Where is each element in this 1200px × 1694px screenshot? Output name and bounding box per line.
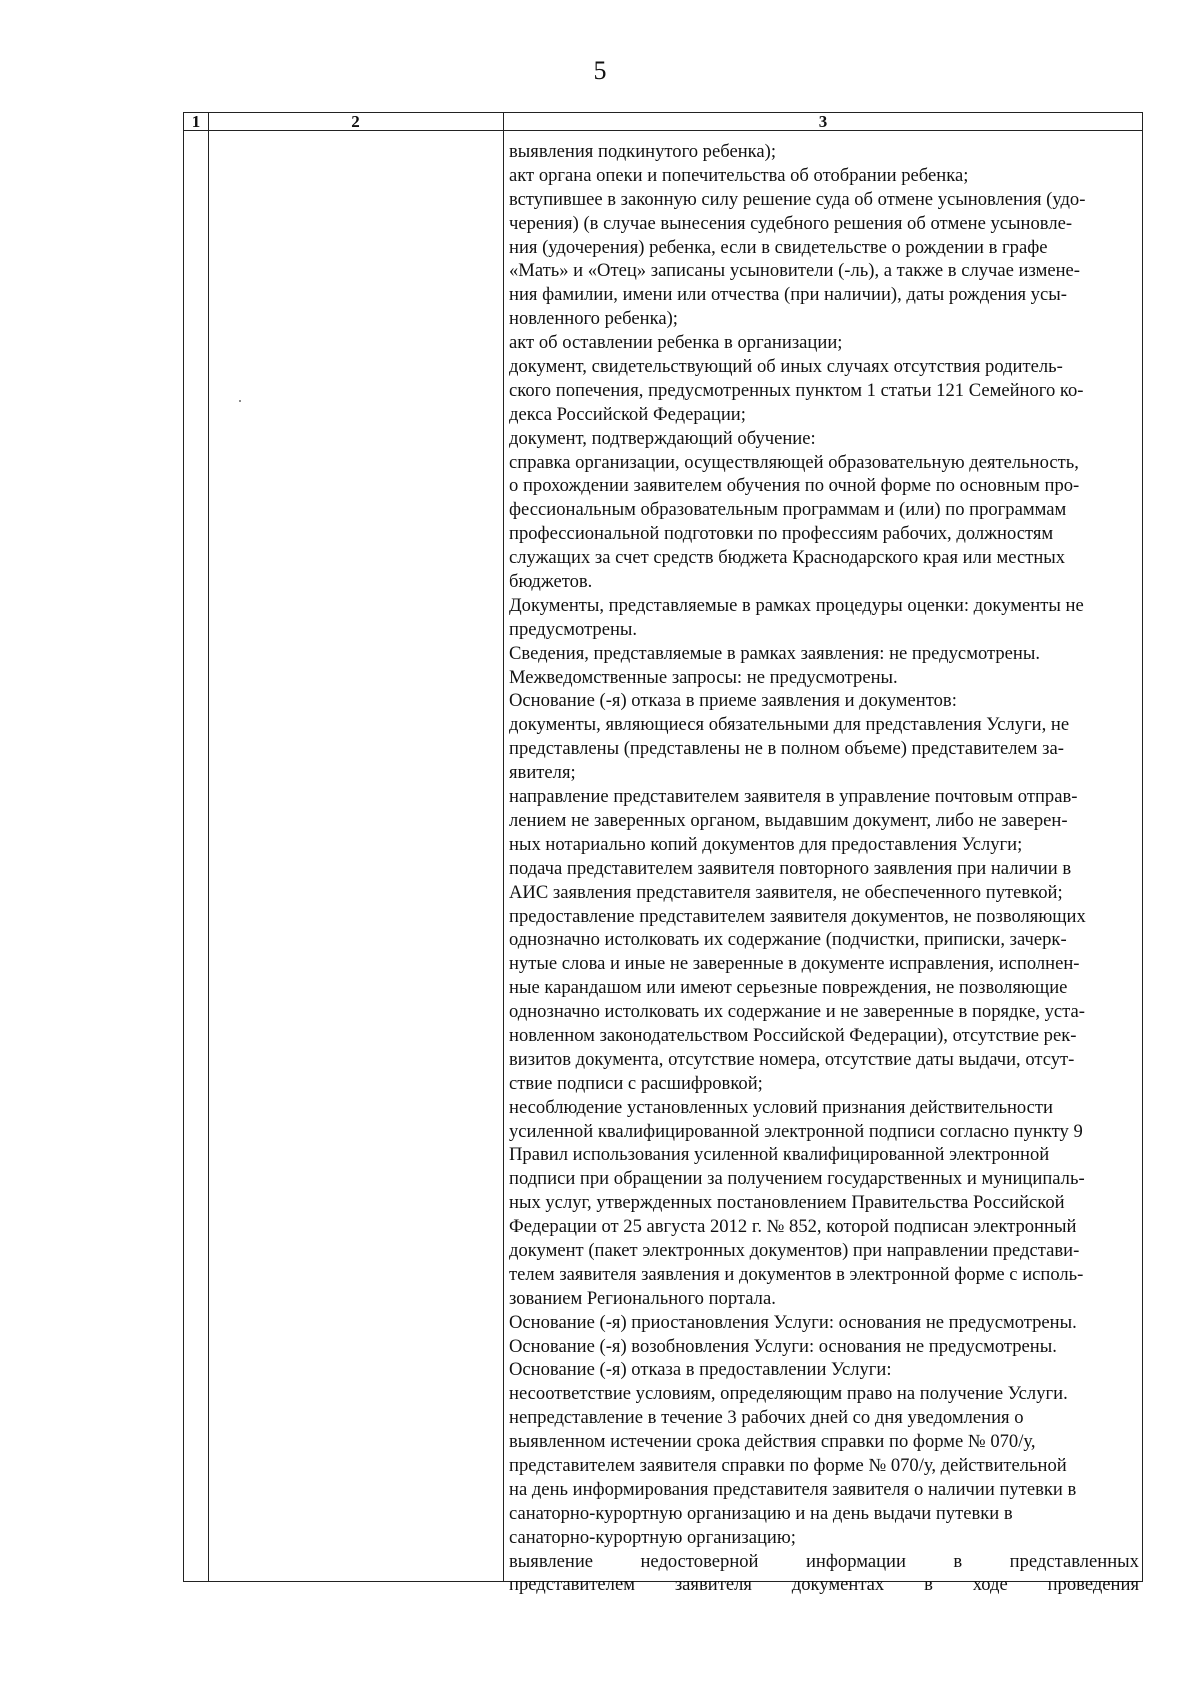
word: информации xyxy=(805,1550,906,1572)
word: представленных xyxy=(1009,1550,1139,1572)
text-line: на день информирования представителя заявителя о наличии путевки в xyxy=(509,1478,1077,1500)
text-line xyxy=(509,1573,1139,1597)
word: документах xyxy=(791,1574,885,1596)
text-line: санаторно-курортную организацию; xyxy=(509,1526,796,1548)
text-line: вступившее в законную силу решение суда об отмене усыновления (удо- xyxy=(509,188,1086,210)
text-line: несоблюдение установленных условий признания действительности xyxy=(509,1096,1054,1118)
text-line: Правил использования усиленной квалифицированной электронной xyxy=(509,1144,1050,1166)
text-line: документ (пакет электронных документов) при направлении представи- xyxy=(509,1239,1080,1261)
text-line: фессиональным образовательным программам и (или) по программам xyxy=(509,499,1067,521)
text-line: «Мать» и «Отец» записаны усыновители (-ль), а также в случае измене- xyxy=(509,260,1080,282)
text-line: предусмотрены. xyxy=(509,618,638,640)
text-line: документ, свидетельствующий об иных случаях отсутствия родитель- xyxy=(509,356,1063,378)
scan-speck xyxy=(239,400,241,402)
word: выявление xyxy=(509,1550,594,1572)
word: проведения xyxy=(1047,1574,1139,1596)
text-line: Сведения, представляемые в рамках заявления: не предусмотрены. xyxy=(509,642,1041,664)
text-line: новленного ребенка); xyxy=(509,308,678,330)
text-line: Основание (-я) отказа в предоставлении Услуги: xyxy=(509,1359,892,1381)
text-line: ных нотариально копий документов для предоставления Услуги; xyxy=(509,833,1023,855)
text-line: служащих за счет средств бюджета Краснодарского края или местных xyxy=(509,547,1066,569)
text-line: однозначно истолковать их содержание (подчистки, приписки, зачерк- xyxy=(509,929,1067,951)
text-line: документ, подтверждающий обучение: xyxy=(509,427,816,449)
document-table xyxy=(183,112,1143,1596)
text-line: представителем заявителя справки по форме № 070/у, действительной xyxy=(509,1454,1067,1476)
text-line: выявления подкинутого ребенка); xyxy=(509,141,777,162)
text-line: черения) (в случае вынесения судебного решения об отмене усыновле- xyxy=(509,212,1073,234)
word: в xyxy=(924,1574,933,1596)
text-line: ского попечения, предусмотренных пунктом 1 статьи 121 Семейного ко- xyxy=(509,379,1084,401)
text-line: документы, являющиеся обязательными для представления Услуги, не xyxy=(509,714,1070,736)
text-line: ных услуг, утвержденных постановлением Правительства Российской xyxy=(509,1192,1065,1214)
word: ходе xyxy=(972,1574,1008,1596)
text-line: предоставление представителем заявителя документов, не позволяющих xyxy=(509,905,1086,927)
column-divider-1 xyxy=(208,113,209,1581)
header-col-3: 3 xyxy=(818,112,828,131)
text-line: Федерации от 25 августа 2012 г. № 852, которой подписан электронный xyxy=(509,1216,1077,1238)
text-line: профессиональной подготовки по профессиям рабочих, должностям xyxy=(509,523,1054,545)
text-line: Основание (-я) возобновления Услуги: основания не предусмотрены. xyxy=(509,1335,1057,1357)
text-line: направление представителем заявителя в управление почтовым отправ- xyxy=(509,786,1078,808)
text-line: ствие подписи с расшифровкой; xyxy=(509,1072,763,1094)
text-line: декса Российской Федерации; xyxy=(509,403,746,425)
text-line: Основание (-я) приостановления Услуги: основания не предусмотрены. xyxy=(509,1311,1077,1333)
header-col-1: 1 xyxy=(191,112,201,131)
text-line: подача представителем заявителя повторного заявления при наличии в xyxy=(509,857,1072,879)
header-col-2: 2 xyxy=(351,112,360,131)
word: заявителя xyxy=(674,1574,752,1596)
text-line: ные карандашом или имеют серьезные повреждения, не позволяющие xyxy=(509,977,1068,999)
text-line: телем заявителя заявления и документов в электронной форме с исполь- xyxy=(509,1263,1084,1285)
text-line: представлены (представлены не в полном объеме) представителем за- xyxy=(509,738,1064,760)
word: недостоверной xyxy=(640,1550,759,1572)
word: в xyxy=(953,1550,963,1572)
column-3-content xyxy=(509,140,1139,1597)
text-line: нутые слова и иные не заверенные в документе исправления, исполнен- xyxy=(509,953,1080,975)
text-line: Документы, представляемые в рамках процедуры оценки: документы не xyxy=(509,594,1084,616)
text-line: АИС заявления представителя заявителя, не обеспеченного путевкой; xyxy=(509,881,1063,903)
text-line: явителя; xyxy=(509,762,576,784)
page-number: 5 xyxy=(593,56,607,85)
text-line: бюджетов. xyxy=(509,571,593,593)
text-line: лением не заверенных органом, выдавшим документ, либо не заверен- xyxy=(509,809,1068,831)
table-header-row xyxy=(184,113,1142,131)
text-line: непредставление в течение 3 рабочих дней со дня уведомления о xyxy=(509,1407,1024,1429)
column-divider-2 xyxy=(503,113,504,1581)
text-line: несоответствие условиям, определяющим право на получение Услуги. xyxy=(509,1383,1068,1405)
text-line: справка организации, осуществляющей образовательную деятельность, xyxy=(509,451,1079,473)
text-line: подписи при обращении за получением государственных и муниципаль- xyxy=(509,1168,1085,1190)
text-line: акт об оставлении ребенка в организации; xyxy=(509,332,843,354)
text-line: ния фамилии, имени или отчества (при наличии), даты рождения усы- xyxy=(509,284,1067,306)
text-line: ния (удочерения) ребенка, если в свидетельстве о рождении в графе xyxy=(509,236,1048,258)
text-line: Основание (-я) отказа в приеме заявления и документов: xyxy=(509,690,957,712)
text-line: визитов документа, отсутствие номера, отсутствие даты выдачи, отсут- xyxy=(509,1048,1075,1070)
text-line: о прохождении заявителем обучения по очной форме по основным про- xyxy=(509,475,1080,497)
word: представителем xyxy=(509,1574,635,1596)
text-line: акт органа опеки и попечительства об отобрании ребенка; xyxy=(509,164,969,186)
text-line: новленном законодательством Российской Федерации), отсутствие рек- xyxy=(509,1024,1077,1046)
text-line xyxy=(509,1550,1139,1574)
text-line: однозначно истолковать их содержание и не заверенные в порядке, уста- xyxy=(509,1001,1085,1023)
text-line: Межведомственные запросы: не предусмотрены. xyxy=(509,666,898,688)
text-line: зованием Регионального портала. xyxy=(509,1287,776,1309)
text-line: усиленной квалифицированной электронной подписи согласно пункту 9 xyxy=(509,1120,1083,1142)
text-line: выявленном истечении срока действия справки по форме № 070/у, xyxy=(509,1431,1036,1453)
text-line: санаторно-курортную организацию и на день выдачи путевки в xyxy=(509,1502,1013,1524)
